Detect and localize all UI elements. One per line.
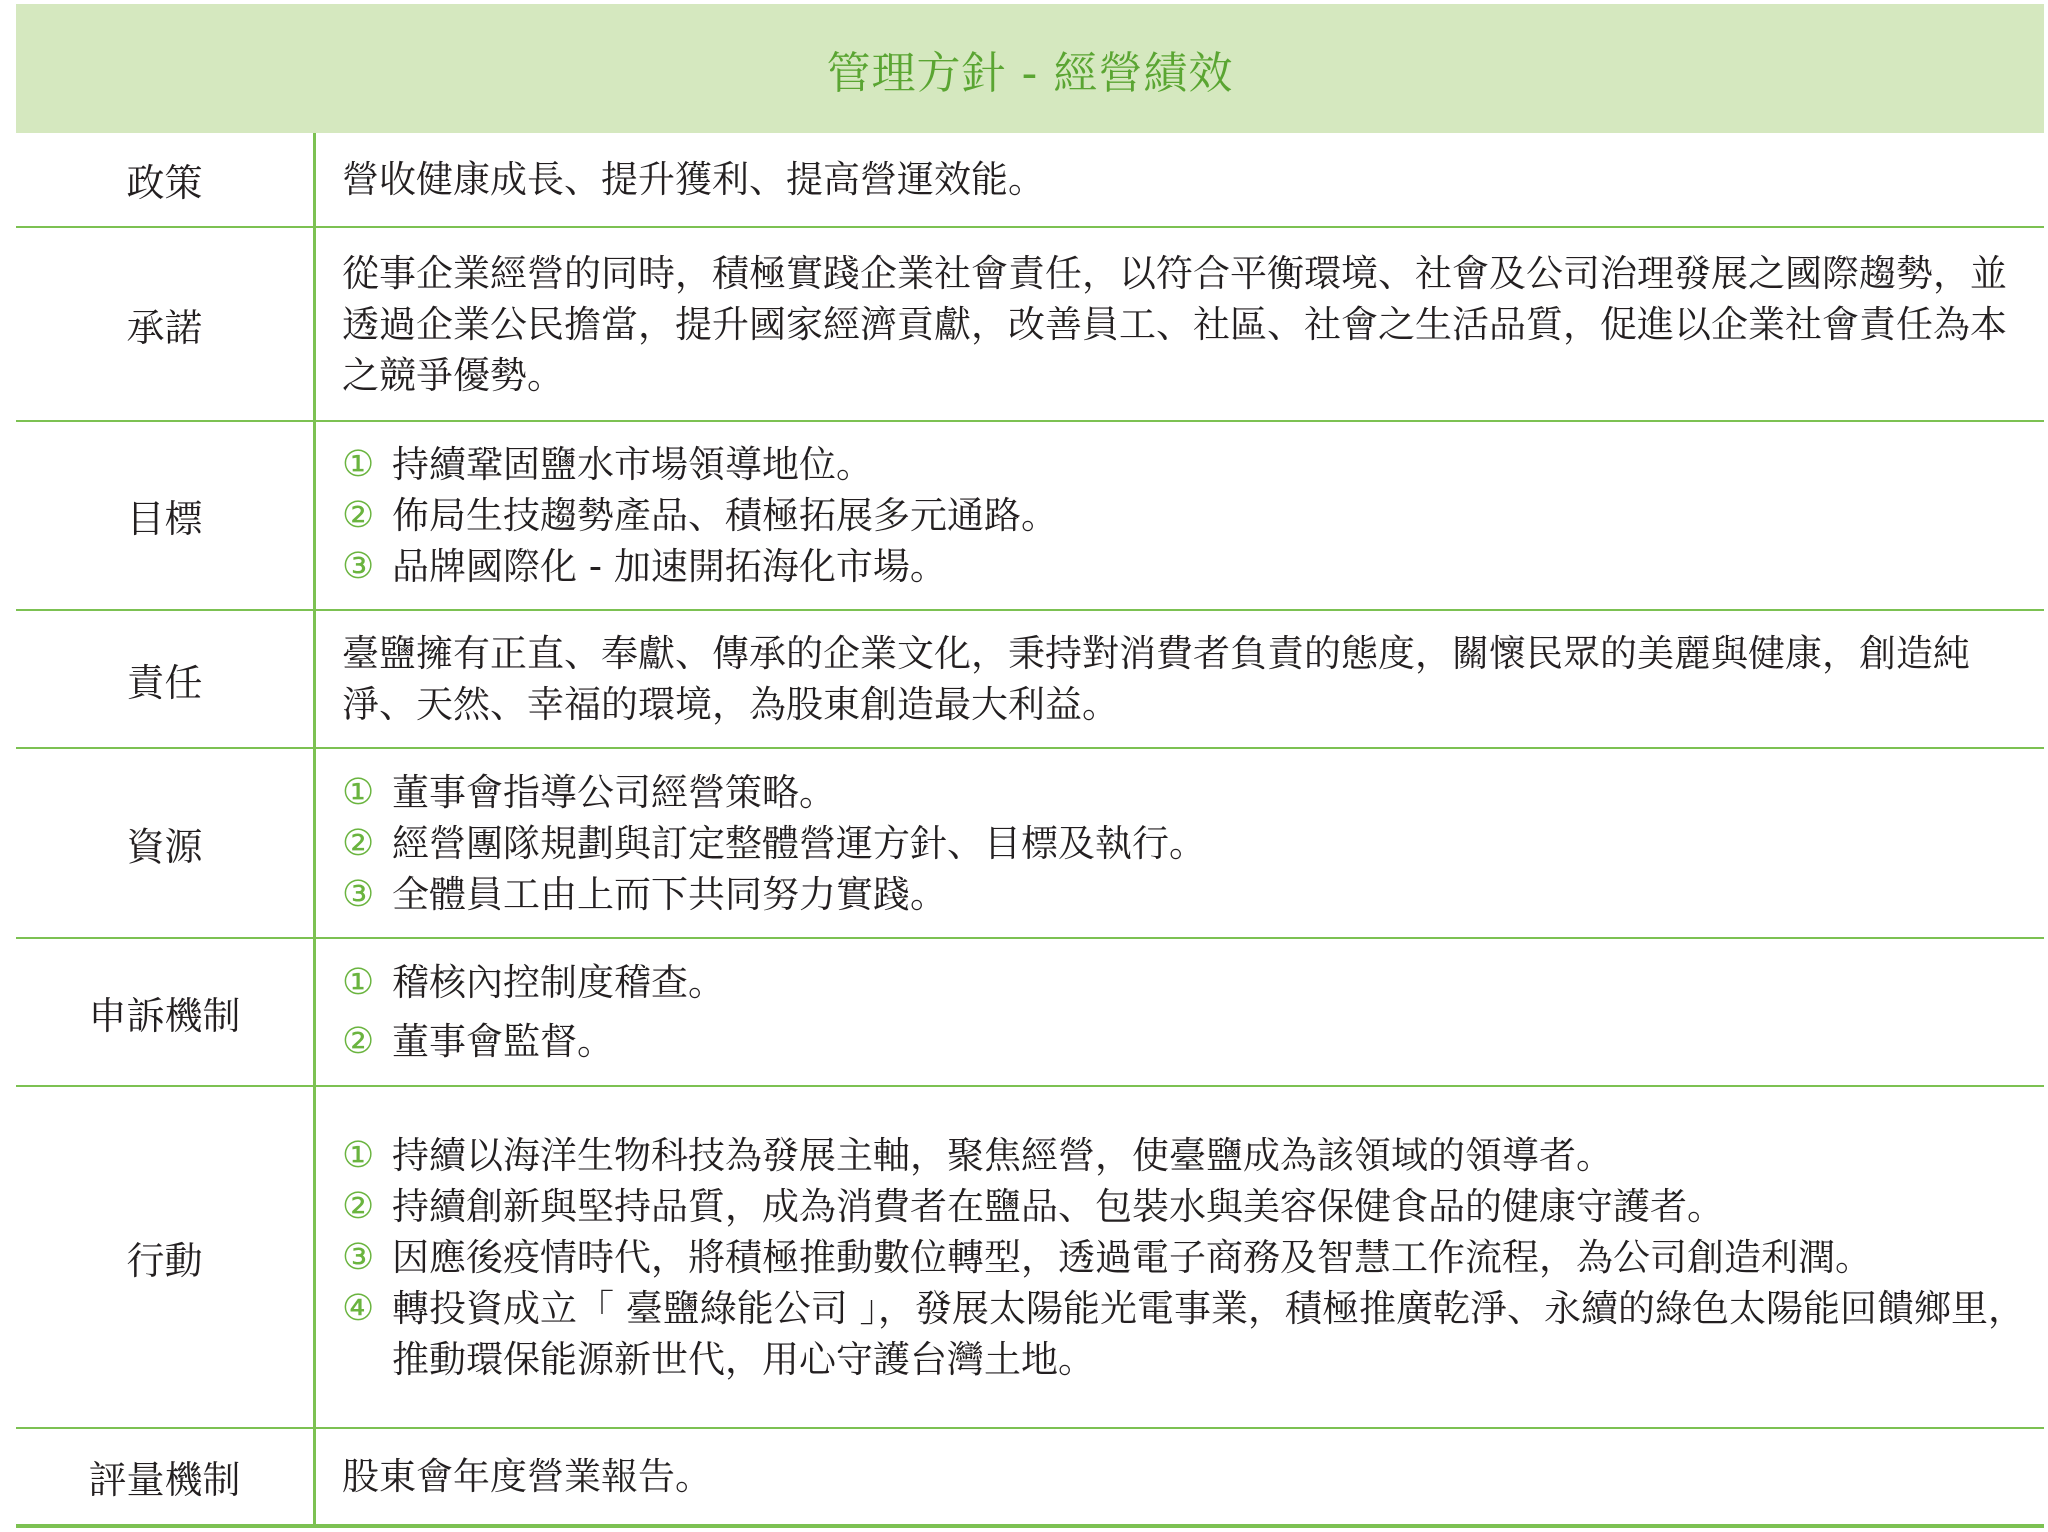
row-label: 責任 [16,610,315,748]
list-item [342,490,2026,541]
list-item [342,1283,2026,1385]
item-text: 轉投資成立「 臺鹽綠能公司 」，發展太陽能光電事業，積極推廣乾淨、永續的綠色太陽能回饋鄉里，推動環保能源新世代，用心守護台灣土地。 [392,1286,2026,1381]
list-item [342,1232,2026,1283]
list-item [342,541,2026,592]
item-number: ② [342,1021,375,1062]
list-item [342,957,2026,1008]
item-text: 持續以海洋生物科技為發展主軸，聚焦經營，使臺鹽成為該領域的領導者。 [392,1133,1613,1177]
item-number: ① [342,962,375,1003]
item-number: ① [342,444,375,485]
list-item [342,767,2026,818]
row-grievance [16,938,2044,1086]
row-policy [16,133,2044,227]
list-item [342,869,2026,920]
list-item [342,439,2026,490]
row-label: 承諾 [16,227,315,421]
item-text: 董事會監督。 [392,1020,614,1063]
item-text: 稽核內控制度稽查。 [392,961,725,1004]
item-text: 董事會指導公司經營策略。 [392,770,836,814]
row-actions [16,1086,2044,1428]
row-evaluation [16,1428,2044,1526]
row-content [315,938,2045,1086]
item-number: ② [342,822,375,864]
row-label: 政策 [16,133,315,227]
list-item [342,1181,2026,1232]
row-label: 行動 [16,1086,315,1428]
row-label: 評量機制 [16,1428,315,1526]
item-text: 佈局生技趨勢產品、積極拓展多元通路。 [392,494,1058,537]
item-text: 品牌國際化 - 加速開拓海化市場。 [392,545,947,588]
item-number: ② [342,1185,375,1227]
item-number: ① [342,771,375,813]
item-number: ① [342,1134,375,1176]
row-label: 目標 [16,421,315,610]
row-content: 營收健康成長、提升獲利、提高營運效能。 [315,133,2045,227]
row-label: 資源 [16,748,315,938]
row-label: 申訴機制 [16,938,315,1086]
item-text: 全體員工由上而下共同努力實踐。 [392,872,947,916]
row-commitment [16,227,2044,421]
item-number: ④ [342,1287,375,1329]
item-number: ③ [342,873,375,915]
item-number: ③ [342,546,375,587]
list-item [342,818,2026,869]
item-number: ② [342,495,375,536]
list-item [342,1130,2026,1181]
row-resources [16,748,2044,938]
list-item [342,1016,2026,1067]
item-text: 經營團隊規劃與訂定整體營運方針、目標及執行。 [392,821,1206,865]
policy-table [16,133,2044,1528]
table-header [16,4,2044,133]
item-text: 持續創新與堅持品質，成為消費者在鹽品、包裝水與美容保健食品的健康守護者。 [392,1184,1724,1228]
row-content [315,748,2045,938]
row-goals [16,421,2044,610]
row-content: 從事企業經營的同時，積極實踐企業社會責任，以符合平衡環境、社會及公司治理發展之國際趨勢，並透過企業公民擔當，提升國家經濟貢獻，改善員工、社區、社會之生活品質，促進以企業社會責任為本之競爭優勢。 [315,227,2045,421]
table-title: 管理方針 - 經營績效 [826,47,1234,99]
item-number: ③ [342,1236,375,1278]
management-policy-table-container [16,4,2044,1528]
row-content [315,421,2045,610]
item-text: 因應後疫情時代，將積極推動數位轉型，透過電子商務及智慧工作流程，為公司創造利潤。 [392,1235,1872,1279]
row-content: 股東會年度營業報告。 [315,1428,2045,1526]
row-content [315,1086,2045,1428]
item-text: 持續鞏固鹽水市場領導地位。 [392,443,873,486]
row-content: 臺鹽擁有正直、奉獻、傳承的企業文化，秉持對消費者負責的態度，關懷民眾的美麗與健康，創造純淨、天然、幸福的環境，為股東創造最大利益。 [315,610,2045,748]
row-responsibility [16,610,2044,748]
